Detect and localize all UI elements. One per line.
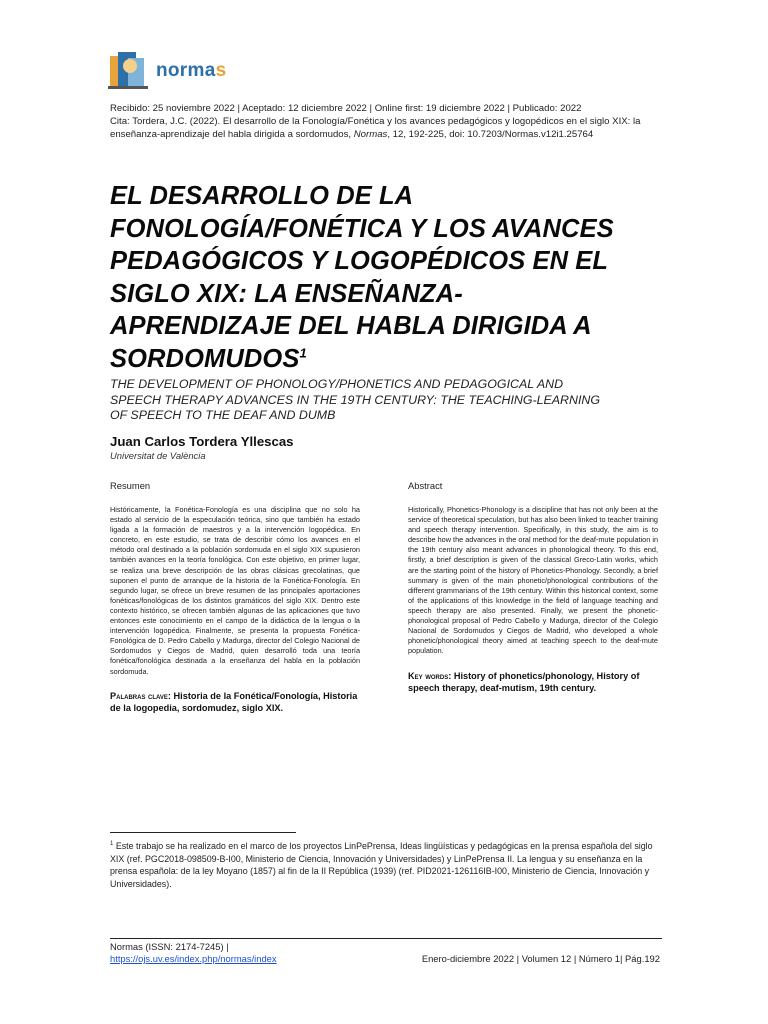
journal-logo (108, 48, 248, 98)
footer-issn: Normas (ISSN: 2174-7245) | (110, 941, 229, 952)
logo-wordmark: normas (156, 60, 227, 81)
keywords-spanish (110, 690, 360, 714)
footnote-divider (110, 832, 296, 833)
footer-journal-link[interactable]: https://ojs.uv.es/index.php/normas/index (110, 953, 277, 964)
title-footnote-mark[interactable]: 1 (299, 345, 307, 360)
footer-issue-page: Enero-diciembre 2022 | Volumen 12 | Número 1| Pág.192 (421, 953, 660, 964)
keywords-list: History of phonetics/phonology, History of speech therapy, deaf-mutism, 19th century. (408, 671, 640, 693)
dates-line: Recibido: 25 noviembre 2022 | Aceptado: 12 diciembre 2022 | Online first: 19 diciembre 2022 | Publicado: 2022 (110, 103, 582, 114)
citation-line: Cita: Tordera, J.C. (2022). El desarrollo de la Fonología/Fonética y los avances pedagógicos y logopédicos en el siglo XIX: la (110, 116, 641, 127)
keywords-label: Key words: (408, 671, 452, 681)
normas-logo-icon (108, 48, 152, 92)
author-name: Juan Carlos Tordera Yllescas (110, 434, 294, 449)
footnote-mark: 1 (110, 841, 114, 847)
citation-line-continued: enseñanza-aprendizaje del habla dirigida a sordomudos, Normas, 12, 192-225, doi: 10.7203/Normas.v12i1.25764 (110, 129, 594, 140)
keywords-english (408, 670, 660, 694)
footer-divider (110, 938, 662, 939)
article-title-english: THE DEVELOPMENT OF PHONOLOGY/PHONETICS AND PEDAGOGICAL AND SPEECH THERAPY ADVANCES IN THE 19TH CENTURY: THE TEACHING-LEARNING OF SPEECH TO THE DEAF AND DUMB (110, 377, 600, 423)
footnote-text: Este trabajo se ha realizado en el marco de los proyectos LinPePrensa, Ideas lingüísticas y pedagógicas en la prensa española del siglo XIX (ref. PGC2018-098509-B-I00, Ministerio de Ciencia, Innovación y Universidades) y LinPePrensa II. La lengua y su enseñanza en la prensa española: de la ley Moyano (1857) al fin de la II República (1939) (ref. PID2021-126116IB-I00, Ministerio de Ciencia, Innovación y Universidades). (110, 840, 653, 889)
footnote (110, 838, 662, 890)
resumen-body: Históricamente, la Fonética-Fonología es una disciplina que no solo ha estado al servicio de la especulación teórica, sino que también ha estado ligada a la formación de maestros y a la intervención logopédica. En concreto, en este estudio, se trata de describir cómo los avances en el método oral destinado a la población sordomuda en el siglo XIX supusieron también avances en la teoría fonológica. Con este objetivo, en primer lugar, se realiza una breve descripción de las obras clásicas grecolatinas, que suponen el punto de arranque de la historia de la Fonética-Fonología. En segundo lugar, se ofrece un breve resumen de las principales aportaciones fonéticas/fonológicas de los distintos gramáticos del siglo XIX. Dentro este contexto histórico, se ofrecen también algunas de las aplicaciones que tuvo entonces este conocimiento en el campo de la didáctica de la lengua o la intervención logopédica. Finalmente, se presenta la propuesta Fonética-Fonológica de D. Pedro Cabello y Madurga, director del Colegio Nacional de Sordomudos y Ciegos de Madrid, quien desarrolló toda una teoría fonética/fonológica destinada a la enseñanza del habla en la población sordomuda. (110, 505, 360, 676)
resumen-heading: Resumen (110, 480, 151, 491)
author-affiliation: Universitat de València (110, 450, 206, 461)
publication-meta (110, 102, 670, 141)
article-title: EL DESARROLLO DE LA FONOLOGÍA/FONÉTICA Y LOS AVANCES PEDAGÓGICOS Y LOGOPÉDICOS EN EL SIGLO XIX: LA ENSEÑANZA- APRENDIZAJE DEL HABLA DIRIGIDA A SORDOMUDOS$^1$ (110, 182, 614, 373)
abstract-heading: Abstract (408, 480, 443, 491)
journal-name: Normas (353, 129, 388, 140)
keywords-label: Palabras clave: (110, 691, 171, 701)
abstract-body: Historically, Phonetics-Phonology is a discipline that has not only been at the service of theoretical speculation, but has also been linked to teacher training and speech therapy intervention. Specifically, in this study, the aim is to describe how the advances in the oral method for the deaf-mute population in the 19th century also meant advances in phonological theory. To this end, firstly, a brief description is given of the classical Greco-Latin works, which are the starting point of the history of Phonetics-Phonology. Secondly, a brief summary is given of the main phonetic/phonological contributions of the different grammarians of the 19th century. Within this historical context, some of the applications of this knowledge in the field of language teaching and speech therapy are also presented. Finally, we present the phonetic-phonological proposal of Pedro Cabello y Madurga, director of the Colegio Nacional de Sordomudos y Ciegos de Madrid, who developed a whole phonetic/phonological theory aimed at teaching speech to the deaf-mute population. (408, 505, 658, 656)
keywords-list: Historia de la Fonética/Fonología, Historia de la logopedia, sordomudez, siglo XIX. (110, 691, 358, 713)
